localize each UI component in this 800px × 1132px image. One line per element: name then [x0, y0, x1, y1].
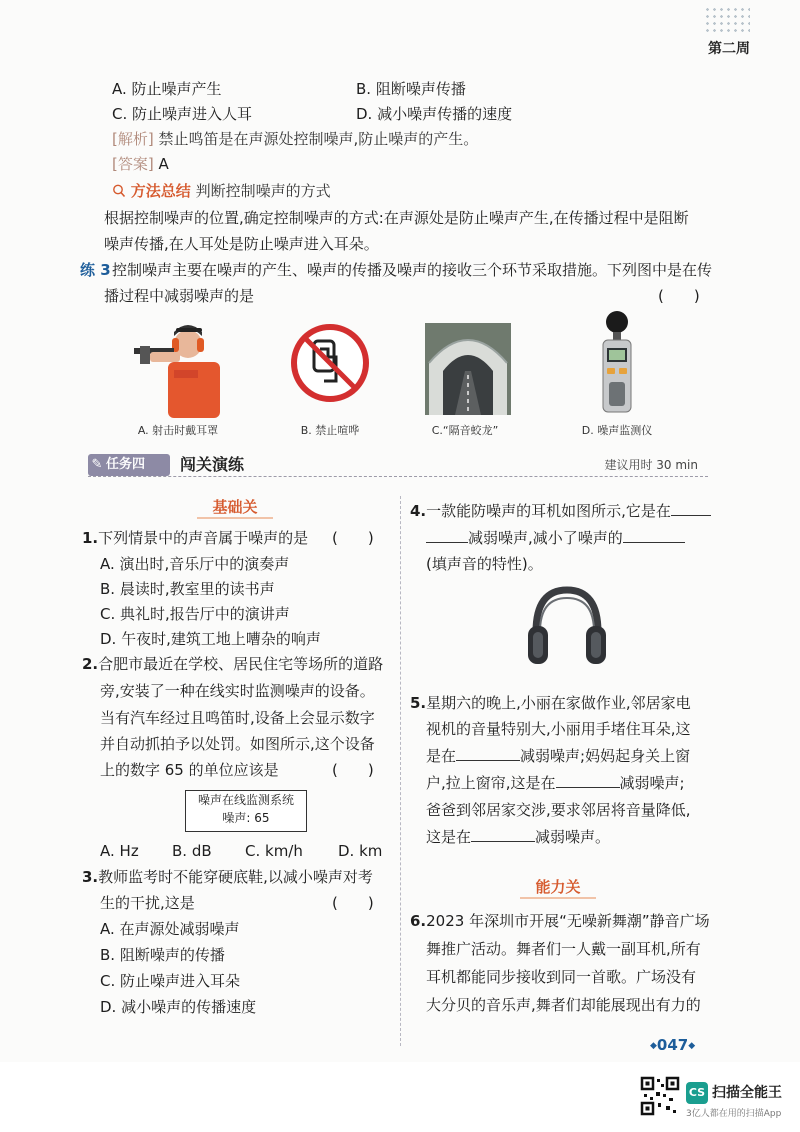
q1-number: 1.: [82, 529, 99, 547]
noise-meter-image: [597, 310, 637, 414]
q5-blank-3[interactable]: [471, 826, 535, 842]
q6-line-1: [410, 910, 710, 932]
figure-c-caption: C.“隔音蛟龙”: [431, 424, 499, 437]
q2-option-d: D. km: [338, 842, 383, 860]
q3-option-a: A. 在声源处减弱噪声: [100, 920, 240, 938]
diamond-icon: ◆: [650, 1041, 657, 1051]
camscanner-logo-icon: CS: [686, 1082, 708, 1104]
q1-option-b: B. 晨读时,教室里的读书声: [100, 580, 275, 598]
q2-option-c: C. km/h: [245, 842, 303, 860]
method-summary-row: [112, 180, 331, 202]
answer-value: A: [158, 155, 169, 173]
option-a: A. 防止噪声产生: [112, 80, 222, 98]
q1-stem: [82, 527, 308, 549]
ability-section-head: 能力关: [508, 876, 608, 897]
task-icon: ✎: [91, 457, 103, 472]
q6-number: 6.: [410, 912, 427, 930]
lightbulb-icon: [112, 182, 131, 200]
sound-barrier-tunnel-image: [425, 323, 511, 415]
task-header: [88, 454, 708, 478]
analysis-row: [112, 128, 478, 150]
q5-line-4-a: 户,拉上窗帘,这是在: [426, 774, 556, 792]
analysis-text: 禁止鸣笛是在声源处控制噪声,防止噪声的产生。: [158, 130, 479, 148]
q2-option-a: A. Hz: [100, 842, 139, 860]
q3-option-d: D. 减小噪声的传播速度: [100, 998, 257, 1016]
q5-line-5: 爸爸到邻居家交涉,要求邻居将音量降低,: [426, 801, 691, 819]
q4-blank-1-cont[interactable]: [426, 527, 468, 543]
q2-line-3: 当有汽车经过且鸣笛时,设备上会显示数字: [100, 709, 375, 727]
figure-b-caption: B. 禁止喧哗: [300, 424, 360, 437]
q5-line-6-a: 这是在: [426, 828, 472, 846]
q2-line-1-text: 合肥市最近在学校、居民住宅等场所的道路: [98, 655, 384, 673]
noise-monitor-display: [185, 790, 307, 832]
q3-number: 3.: [82, 868, 99, 886]
task-header-divider: [88, 476, 708, 477]
q1-stem-text: 下列情景中的声音属于噪声的是: [98, 529, 309, 547]
q4-line-1-text: 一款能防噪声的耳机如图所示,它是在: [426, 502, 671, 520]
q4-blank-2[interactable]: [623, 527, 685, 543]
page-number: [650, 1036, 695, 1054]
practice-label: 练 3: [80, 261, 111, 279]
q5-line-4-b: 减弱噪声;: [619, 774, 685, 792]
qr-code-icon: [640, 1076, 680, 1116]
no-noise-sign-icon: [290, 323, 370, 403]
q2-line-4: 并自动抓拍予以处罚。如图所示,这个设备: [100, 735, 375, 753]
option-c: C. 防止噪声进入人耳: [112, 105, 253, 123]
practice-line-1: 控制噪声主要在噪声的产生、噪声的传播及噪声的接收三个环节采取措施。下列图中是在传: [112, 261, 713, 279]
q5-line-2: 视机的音量特别大,小丽用手堵住耳朵,这: [426, 720, 691, 738]
noise-monitor-value: 噪声: 65: [222, 811, 270, 825]
q5-line-4: [426, 772, 685, 794]
practice-answer-paren: ( ): [658, 287, 700, 305]
basic-section-head: 基础关: [185, 496, 285, 517]
analysis-tag: [解析]: [112, 130, 154, 148]
q3-option-c: C. 防止噪声进入耳朵: [100, 972, 241, 990]
q6-line-3: 耳机都能同步接收到同一首歌。广场没有: [426, 968, 697, 986]
q2-number: 2.: [82, 655, 99, 673]
q3-line-1: [82, 866, 373, 888]
q2-line-2: 旁,安装了一种在线实时监测噪声的设备。: [100, 682, 375, 700]
figure-a-caption: A. 射击时戴耳罩: [137, 424, 219, 437]
option-d: D. 减小噪声传播的速度: [356, 105, 513, 123]
time-hint: 建议用时 30 min: [604, 458, 698, 472]
q5-line-3-a: 是在: [426, 747, 457, 765]
q5-line-3-b: 减弱噪声;妈妈起身关上窗: [520, 747, 691, 765]
q5-line-3: [426, 745, 690, 767]
q6-line-2: 舞推广活动。舞者们一人戴一副耳机,所有: [426, 940, 701, 958]
method-line-2: 噪声传播,在人耳处是防止噪声进入耳朵。: [104, 235, 379, 253]
q6-line-1-text: 2023 年深圳市开展“无噪新舞潮”静音广场: [426, 912, 710, 930]
q1-option-d: D. 午夜时,建筑工地上嘈杂的响声: [100, 630, 321, 648]
page-number-value: 047: [656, 1036, 689, 1054]
scanner-brand: 扫描全能王: [712, 1085, 782, 1101]
q4-line-3: (填声音的特性)。: [426, 555, 543, 573]
q1-option-c: C. 典礼时,报告厅中的演讲声: [100, 605, 290, 623]
answer-tag: [答案]: [112, 155, 154, 173]
q5-blank-2[interactable]: [556, 772, 620, 788]
q5-line-6-b: 减弱噪声。: [535, 828, 611, 846]
q4-number: 4.: [410, 502, 427, 520]
scanner-slogan: 3亿人都在用的扫描App: [686, 1109, 782, 1119]
q2-line-1: [82, 653, 383, 675]
figure-d-caption: D. 噪声监测仪: [581, 424, 653, 437]
week-label: 第二周: [708, 41, 750, 57]
q4-line-1: [410, 500, 711, 522]
q5-blank-1[interactable]: [456, 745, 520, 761]
q6-line-4: 大分贝的音乐声,舞者们却能展现出有力的: [426, 996, 701, 1014]
q5-line-1: [410, 692, 691, 714]
method-subtitle: 判断控制噪声的方式: [195, 182, 331, 200]
q5-line-6: [426, 826, 610, 848]
q2-answer-paren: ( ): [332, 761, 374, 779]
q3-option-b: B. 阻断噪声的传播: [100, 946, 225, 964]
noise-monitor-title: 噪声在线监测系统: [197, 793, 294, 807]
task-badge: [88, 454, 170, 476]
headphones-image: [522, 582, 612, 670]
q3-line-2: 生的干扰,这是: [100, 894, 195, 912]
option-b: B. 阻断噪声传播: [356, 80, 466, 98]
shooter-earmuffs-image: [130, 318, 226, 418]
task-badge-label: 任务四: [106, 457, 146, 472]
q1-option-a: A. 演出时,音乐厅中的演奏声: [100, 555, 290, 573]
column-divider: [400, 496, 401, 1046]
q5-number: 5.: [410, 694, 427, 712]
q5-line-1-text: 星期六的晚上,小丽在家做作业,邻居家电: [426, 694, 691, 712]
practice-line-2: 播过程中减弱噪声的是: [104, 287, 255, 305]
scanner-footer: [0, 1062, 800, 1132]
decorative-dot-grid: [704, 6, 750, 34]
q2-line-5: 上的数字 65 的单位应该是: [100, 761, 279, 779]
method-line-1: 根据控制噪声的位置,确定控制噪声的方式:在声源处是防止噪声产生,在传播过程中是阻断: [104, 209, 689, 227]
q3-answer-paren: ( ): [332, 894, 374, 912]
answer-row: [112, 153, 169, 175]
q2-option-b: B. dB: [172, 842, 212, 860]
q4-blank-1[interactable]: [671, 500, 711, 516]
q1-answer-paren: ( ): [332, 529, 374, 547]
q4-line-2: [426, 527, 685, 549]
task-title: 闯关演练: [180, 455, 245, 474]
diamond-icon: ◆: [688, 1041, 696, 1051]
q3-line-1-text: 教师监考时不能穿硬底鞋,以减小噪声对考: [98, 868, 373, 886]
method-title: 方法总结: [130, 182, 191, 200]
q4-line-2-text: 减弱噪声,减小了噪声的: [468, 529, 623, 547]
